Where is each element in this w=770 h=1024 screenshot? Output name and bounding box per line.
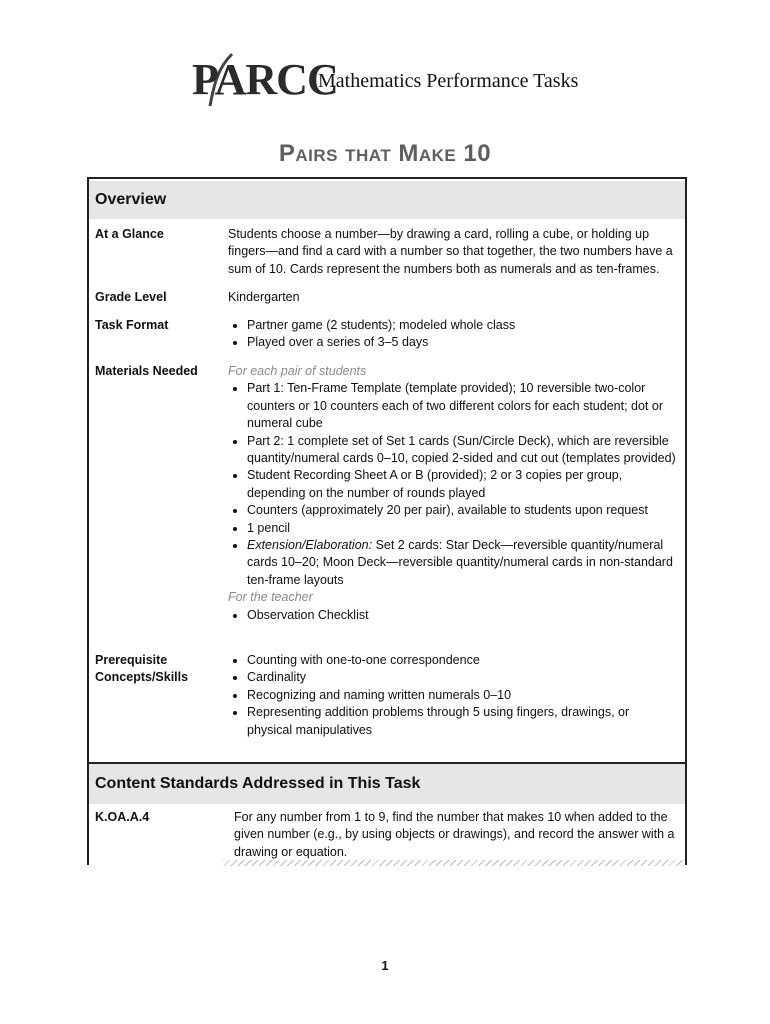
extension-text: Set 2 cards: Star Deck—reversible quantity/numeral cards 10–20; Moon Deck—reversible quantity/numeral cards in non-standard ten-frame layouts [247, 538, 673, 587]
list-item: • Representing addition problems through 5 using fingers, drawings, or physical manipulatives [247, 704, 677, 739]
list-item: • Part 1: Ten-Frame Template (template provided); 10 reversible two-color counters or 10 counters each of two different colors for each student; dot or numeral cube [247, 380, 677, 432]
list-item: • Cardinality [247, 669, 677, 686]
list-item: • Part 2: 1 complete set of Set 1 cards (Sun/Circle Deck), which are reversible quantity/numeral cards 0–10, copied 2-sided and cut out (templates provided) [247, 433, 677, 468]
list-item: • Partner game (2 students); modeled whole class [247, 317, 677, 334]
logo-wordmark: PARCC [192, 55, 338, 104]
row-label: Prerequisite Concepts/Skills [95, 653, 189, 685]
list-item: • Student Recording Sheet A or B (provided); 2 or 3 copies per group, depending on the number of rounds played [247, 467, 677, 502]
list-item: • Recognizing and naming written numerals 0–10 [247, 687, 677, 704]
bullet-list [228, 652, 677, 739]
standard-code: K.OA.A.4 [95, 810, 150, 824]
row-value: Kindergarten [228, 290, 300, 304]
row-label: Task Format [95, 318, 169, 332]
bullet-list [228, 317, 677, 352]
document-title: Pairs that Make 10 [278, 140, 492, 167]
list-item: • Played over a series of 3–5 days [247, 334, 677, 351]
list-item: • Counting with one-to-one correspondence [247, 652, 677, 669]
overview-heading: Overview [89, 181, 685, 219]
standards-heading: Content Standards Addressed in This Task [89, 762, 685, 804]
teacher-subheading: For the teacher [228, 590, 313, 605]
bullet-list [228, 607, 677, 624]
list-item [247, 537, 677, 589]
row-label: Materials Needed [95, 364, 198, 378]
pairs-subheading: For each pair of students [228, 364, 367, 378]
list-item: • 1 pencil [247, 520, 677, 537]
standard-text: For any number from 1 to 9, find the number that makes 10 when added to the given number (e.g., by using objects or drawings), and record the answer with a drawing or equation. [234, 810, 675, 859]
list-item: • Observation Checklist [247, 607, 677, 624]
row-label: At a Glance [95, 227, 164, 241]
extension-label: Extension/Elaboration: [247, 538, 373, 553]
row-value: Students choose a number—by drawing a card, rolling a cube, or holding up fingers—and find a card with a number so that together, the two numbers have a sum of 10. Cards represent the numbers both as numerals and as ten-frames. [228, 227, 673, 276]
continuation-marker [222, 860, 684, 866]
bullet-list [228, 380, 677, 589]
header-subtitle: Mathematics Performance Tasks [318, 70, 579, 92]
task-table [87, 177, 687, 865]
row-label: Grade Level [95, 290, 167, 304]
list-item: • Counters (approximately 20 per pair), available to students upon request [247, 502, 677, 519]
page-number: 1 [381, 958, 389, 973]
